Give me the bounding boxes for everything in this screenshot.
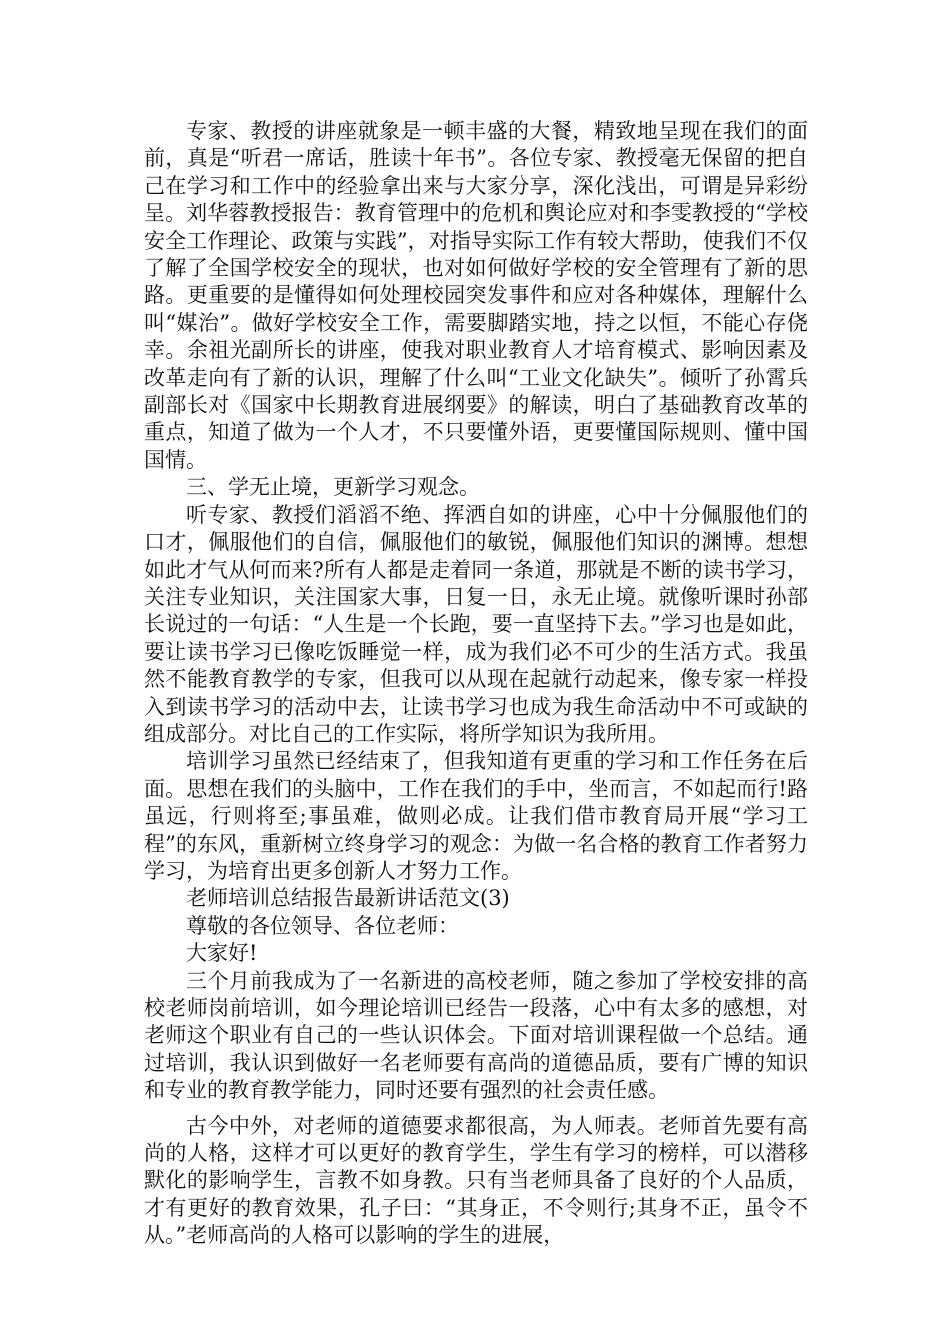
greeting: 大家好! [186,941,258,966]
paragraph-learning: 听专家、教授们滔滔不绝、挥洒自如的讲座，心中十分佩服他们的口才，佩服他们的自信，佩服他们的敏锐，佩服他们知识的渊博。想想如此才气从何而来?所有人都是走着同一条道，那就是不断的读书学习，关注专业知识，关注国家大事，日复一日，永无止境。就像听课时孙部长说过的一句话：“人生是一个长跑，要一直坚持下去。”学习也是如此，要让读书学习已像吃饭睡觉一样，成为我们必不可少的生活方式。我虽然不能教育教学的专家，但我可以从现在起就行动起来，像专家一样投入到读书学习的活动中去，让读书学习也成为我生命活动中不可或缺的组成部分。对比自己的工作实际，将所学知识为我所用。 [144,502,808,746]
paragraph-conclusion: 培训学习虽然已经结束了，但我知道有更重的学习和工作任务在后面。思想在我们的头脑中，工作在我们的手中，坐而言，不如起而行!路虽远，行则将至;事虽难，做则必成。让我们借市教育局开展“学习工程”的东风，重新树立终身学习的观念：为做一名合格的教育工作者努力学习，为培育出更多创新人才努力工作。 [144,749,808,883]
paragraph-lectures: 专家、教授的讲座就象是一顿丰盛的大餐，精致地呈现在我们的面前，真是“听君一席话，胜读十年书”。各位专家、教授毫无保留的把自己在学习和工作中的经验拿出来与大家分享，深化浅出，可谓是异彩纷呈。刘华蓉教授报告：教育管理中的危机和舆论应对和李雯教授的“学校安全工作理论、政策与实践”，对指导实际工作有较大帮助，使我们不仅了解了全国学校安全的现状，也对如何做好学校的安全管理有了新的思路。更重要的是懂得如何处理校园突发事件和应对各种媒体，理解什么叫“媒治”。做好学校安全工作，需要脚踏实地，持之以恒，不能心存侥幸。余祖光副所长的讲座，使我对职业教育人才培育模式、影响因素及改革走向有了新的认识，理解了什么叫“工业文化缺失”。倾听了孙霄兵副部长对《国家中长期教育进展纲要》的解读，明白了基础教育改革的重点，知道了做为一个人才，不只要懂外语，更要懂国际规则、懂中国国情。 [144,119,808,472]
article-title: 老师培训总结报告最新讲话范文(3) [186,886,510,911]
paragraph-intro: 三个月前我成为了一名新进的高校老师，随之参加了学校安排的高校老师岗前培训，如今理论培训已经告一段落，心中有太多的感想，对老师这个职业有自己的一些认识体会。下面对培训课程做一个总结。通过培训，我认识到做好一名老师要有高尚的道德品质，要有广博的知识和专业的教育教学能力，同时还要有强烈的社会责任感。 [144,968,808,1103]
paragraph-ethics: 古今中外，对老师的道德要求都很高，为人师表。老师首先要有高尚的人格，这样才可以更好的教育学生，学生有学习的榜样，可以潜移默化的影响学生，言教不如身教。只有当老师具备了良好的个人品质，才有更好的教育效果，孔子曰：“其身正，不令则行;其身不正，虽令不从。”老师高尚的人格可以影响的学生的进展， [144,1113,808,1248]
salutation: 尊敬的各位领导、各位老师： [186,913,459,938]
section-heading-three: 三、学无止境，更新学习观念。 [186,475,480,500]
document-body [144,118,808,1250]
